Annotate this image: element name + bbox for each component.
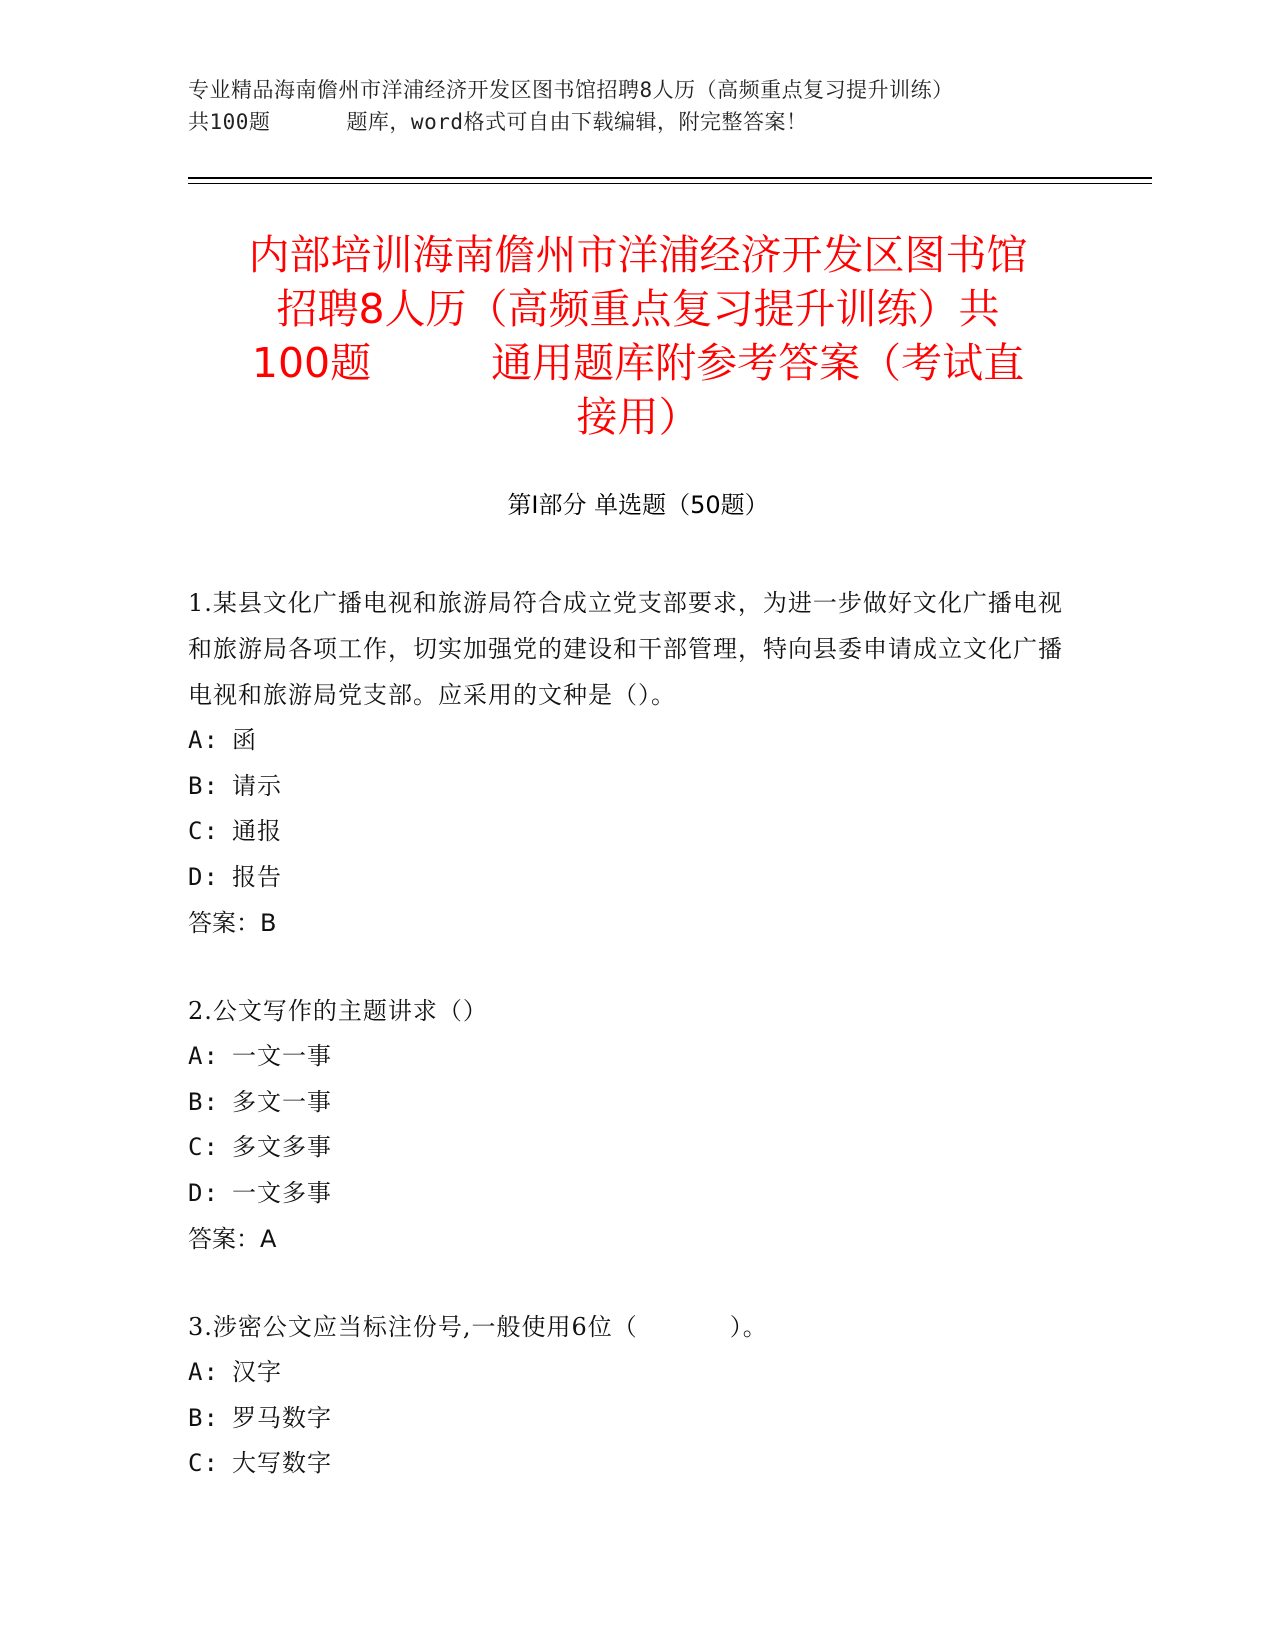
title-line-3-left: 100题 [251, 339, 372, 387]
title-line-1: 内部培训海南儋州市洋浦经济开发区图书馆 [248, 231, 1028, 279]
option-c [188, 1125, 1068, 1171]
header-divider-thick [188, 177, 1152, 179]
option-letter: C: [188, 817, 219, 845]
option-text: 汉字 [232, 1358, 282, 1386]
question-3 [188, 1304, 1068, 1487]
title-line-3-right: 通用题库附参考答案（考试直 [491, 339, 1025, 387]
option-text: 函 [232, 726, 257, 754]
option-letter: D: [188, 1178, 219, 1207]
title-line-2: 招聘8人历（高频重点复习提升训练）共 [276, 285, 1000, 333]
option-d [188, 855, 1068, 901]
option-letter: B: [188, 1403, 219, 1432]
question-stem [188, 1304, 1068, 1350]
option-letter: B: [188, 1087, 219, 1116]
option-text: 一文一事 [232, 1042, 332, 1070]
option-letter: C: [188, 1133, 219, 1161]
header-line-2-left: 共100题 [188, 110, 271, 134]
option-a [188, 1350, 1068, 1396]
header-line-2 [188, 106, 1088, 138]
option-c [188, 1441, 1068, 1487]
answer-line: 答案：A [188, 1225, 277, 1253]
title-line-3 [188, 336, 1088, 390]
option-text: 多文一事 [232, 1087, 332, 1116]
option-d [188, 1171, 1068, 1217]
section-title: 第Ⅰ部分 单选题（50题） [507, 491, 769, 519]
header-line-1: 专业精品海南儋州市洋浦经济开发区图书馆招聘8人历（高频重点复习提升训练） [188, 78, 954, 102]
stem-text-before-blank: 3.涉密公文应当标注份号,一般使用6位（ [188, 1313, 638, 1341]
option-b [188, 764, 1068, 810]
option-letter: B: [188, 771, 219, 800]
option-text: 请示 [232, 771, 282, 800]
option-letter: D: [188, 862, 219, 891]
option-a [188, 1034, 1068, 1080]
option-text: 大写数字 [232, 1449, 332, 1477]
option-letter: A: [188, 1042, 219, 1070]
question-2 [188, 988, 1068, 1262]
option-b [188, 1080, 1068, 1126]
document-title [188, 228, 1088, 444]
title-line-4: 接用） [576, 393, 700, 441]
stem-text-after-blank: ）。 [729, 1313, 768, 1341]
option-text: 罗马数字 [232, 1403, 332, 1432]
option-text: 通报 [232, 817, 282, 845]
option-b [188, 1396, 1068, 1442]
option-text: 多文多事 [232, 1133, 332, 1161]
option-c [188, 809, 1068, 855]
page-header [188, 74, 1088, 138]
question-1 [188, 580, 1068, 946]
header-line-2-right: 题库，word格式可自由下载编辑，附完整答案！ [346, 110, 808, 134]
option-text: 报告 [232, 862, 282, 891]
question-stem: 2.公文写作的主题讲求（） [188, 997, 488, 1025]
option-letter: A: [188, 1358, 219, 1386]
option-letter: A: [188, 726, 219, 754]
answer-line: 答案：B [188, 909, 277, 937]
option-letter: C: [188, 1449, 219, 1477]
option-a [188, 718, 1068, 764]
question-list [188, 580, 1068, 1529]
header-divider-thin [188, 183, 1152, 184]
option-text: 一文多事 [232, 1178, 332, 1207]
question-stem: 1.某县文化广播电视和旅游局符合成立党支部要求，为进一步做好文化广播电视和旅游局各项工作，切实加强党的建设和干部管理，特向县委申请成立文化广播电视和旅游局党支部。应采用的文种是（）。 [188, 589, 1063, 709]
